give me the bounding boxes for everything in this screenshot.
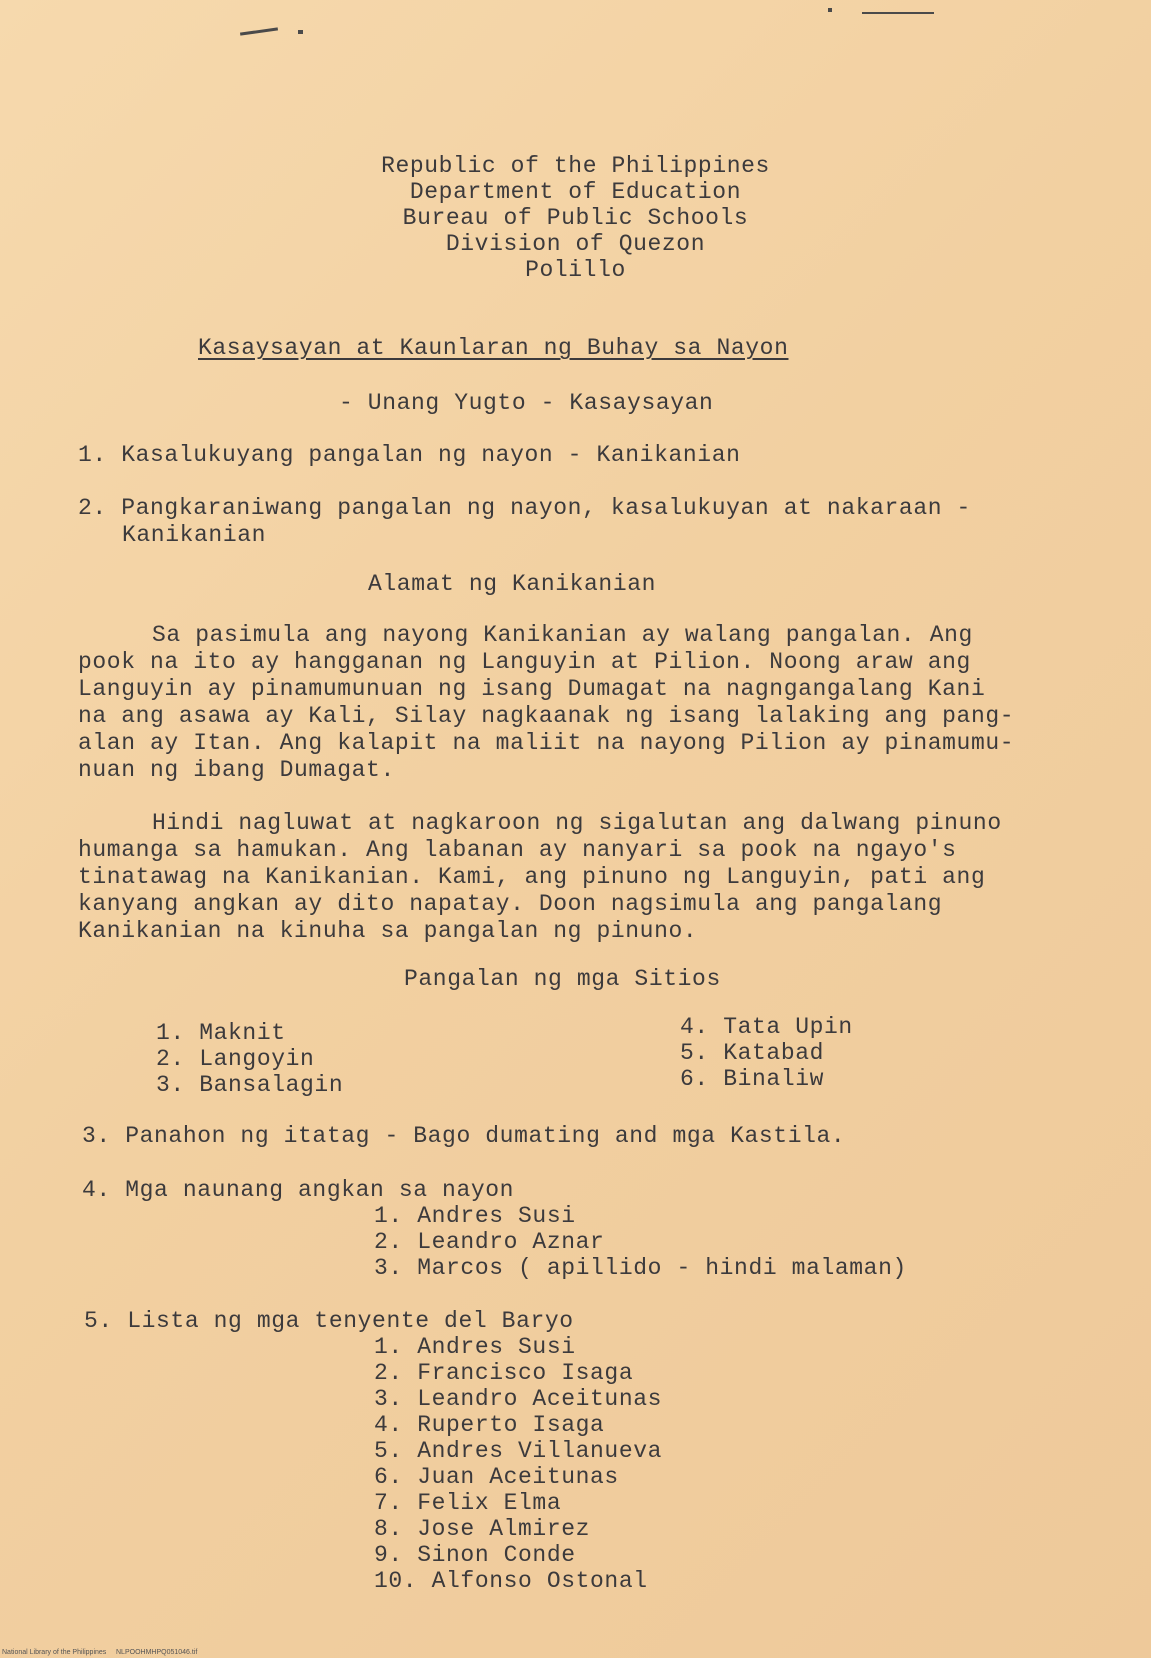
sitio-item: 6. Binaliw bbox=[680, 1066, 825, 1092]
paragraph-line: alan ay Itan. Ang kalapit na maliit na nayong Pilion ay pinamumu- bbox=[78, 730, 1015, 756]
list-item: 8. Jose Almirez bbox=[374, 1516, 591, 1542]
item-5-heading: 5. Lista ng mga tenyente del Baryo bbox=[84, 1308, 574, 1334]
item-4-heading: 4. Mga naunang angkan sa nayon bbox=[82, 1177, 515, 1203]
scan-mark bbox=[240, 27, 278, 35]
list-item: 3. Leandro Aceitunas bbox=[374, 1386, 663, 1412]
sitio-item: 1. Maknit bbox=[156, 1020, 286, 1046]
subtitle: - Unang Yugto - Kasaysayan bbox=[339, 390, 714, 416]
header-line: Bureau of Public Schools bbox=[402, 205, 749, 231]
list-item: 2. Leandro Aznar bbox=[374, 1229, 605, 1255]
paragraph-line: tinatawag na Kanikanian. Kami, ang pinuno ng Languyin, pati ang bbox=[78, 864, 986, 890]
item-3: 3. Panahon ng itatag - Bago dumating and mga Kastila. bbox=[82, 1123, 846, 1149]
scan-mark bbox=[828, 8, 832, 12]
scan-footer: National Library of the Philippines NLPOOHMHPQ051046.tif bbox=[2, 1649, 198, 1656]
scan-mark bbox=[298, 30, 303, 34]
sitio-item: 2. Langoyin bbox=[156, 1046, 315, 1072]
item-2-line: Kanikanian bbox=[122, 522, 267, 548]
list-item: 5. Andres Villanueva bbox=[374, 1438, 663, 1464]
section-heading: Alamat ng Kanikanian bbox=[368, 571, 657, 597]
header-line: Division of Quezon bbox=[445, 231, 706, 257]
paragraph-line: Kanikanian na kinuha sa pangalan ng pinuno. bbox=[78, 918, 698, 944]
paragraph-line: kanyang angkan ay dito napatay. Doon nagsimula ang pangalang bbox=[78, 891, 943, 917]
list-item: 1. Andres Susi bbox=[374, 1334, 576, 1360]
list-item: 6. Juan Aceitunas bbox=[374, 1464, 619, 1490]
paragraph-line: na ang asawa ay Kali, Silay nagkaanak ng isang lalaking ang pang- bbox=[78, 703, 1015, 729]
paragraph-line: Hindi nagluwat at nagkaroon ng sigalutan ang dalwang pinuno bbox=[152, 810, 1002, 836]
sitio-item: 5. Katabad bbox=[680, 1040, 825, 1066]
scan-mark bbox=[862, 12, 934, 14]
list-item: 1. Andres Susi bbox=[374, 1203, 576, 1229]
paragraph-line: Languyin ay pinamumunuan ng isang Dumagat na nagngangalang Kani bbox=[78, 676, 986, 702]
paragraph-line: Sa pasimula ang nayong Kanikanian ay walang pangalan. Ang bbox=[152, 622, 973, 648]
list-item: 7. Felix Elma bbox=[374, 1490, 562, 1516]
paragraph-line: pook na ito ay hangganan ng Languyin at Pilion. Noong araw ang bbox=[78, 649, 971, 675]
list-item: 2. Francisco Isaga bbox=[374, 1360, 634, 1386]
list-item: 3. Marcos ( apillido - hindi malaman) bbox=[374, 1255, 907, 1281]
section-heading: Pangalan ng mga Sitios bbox=[404, 966, 721, 992]
page-title: Kasaysayan at Kaunlaran ng Buhay sa Nayon bbox=[198, 335, 789, 361]
header-line: Republic of the Philippines bbox=[381, 153, 770, 179]
list-item: 4. Ruperto Isaga bbox=[374, 1412, 605, 1438]
sitio-item: 4. Tata Upin bbox=[680, 1014, 853, 1040]
list-item: 10. Alfonso Ostonal bbox=[374, 1568, 648, 1594]
sitio-item: 3. Bansalagin bbox=[156, 1072, 344, 1098]
item-1: 1. Kasalukuyang pangalan ng nayon - Kanikanian bbox=[78, 442, 741, 468]
header-line: Polillo bbox=[525, 257, 626, 283]
list-item: 9. Sinon Conde bbox=[374, 1542, 576, 1568]
paragraph-line: nuan ng ibang Dumagat. bbox=[78, 757, 395, 783]
header-line: Department of Education bbox=[409, 179, 742, 205]
paragraph-line: humanga sa hamukan. Ang labanan ay nanyari sa pook na ngayo's bbox=[78, 837, 957, 863]
item-2-line: 2. Pangkaraniwang pangalan ng nayon, kasalukuyan at nakaraan - bbox=[78, 495, 971, 521]
